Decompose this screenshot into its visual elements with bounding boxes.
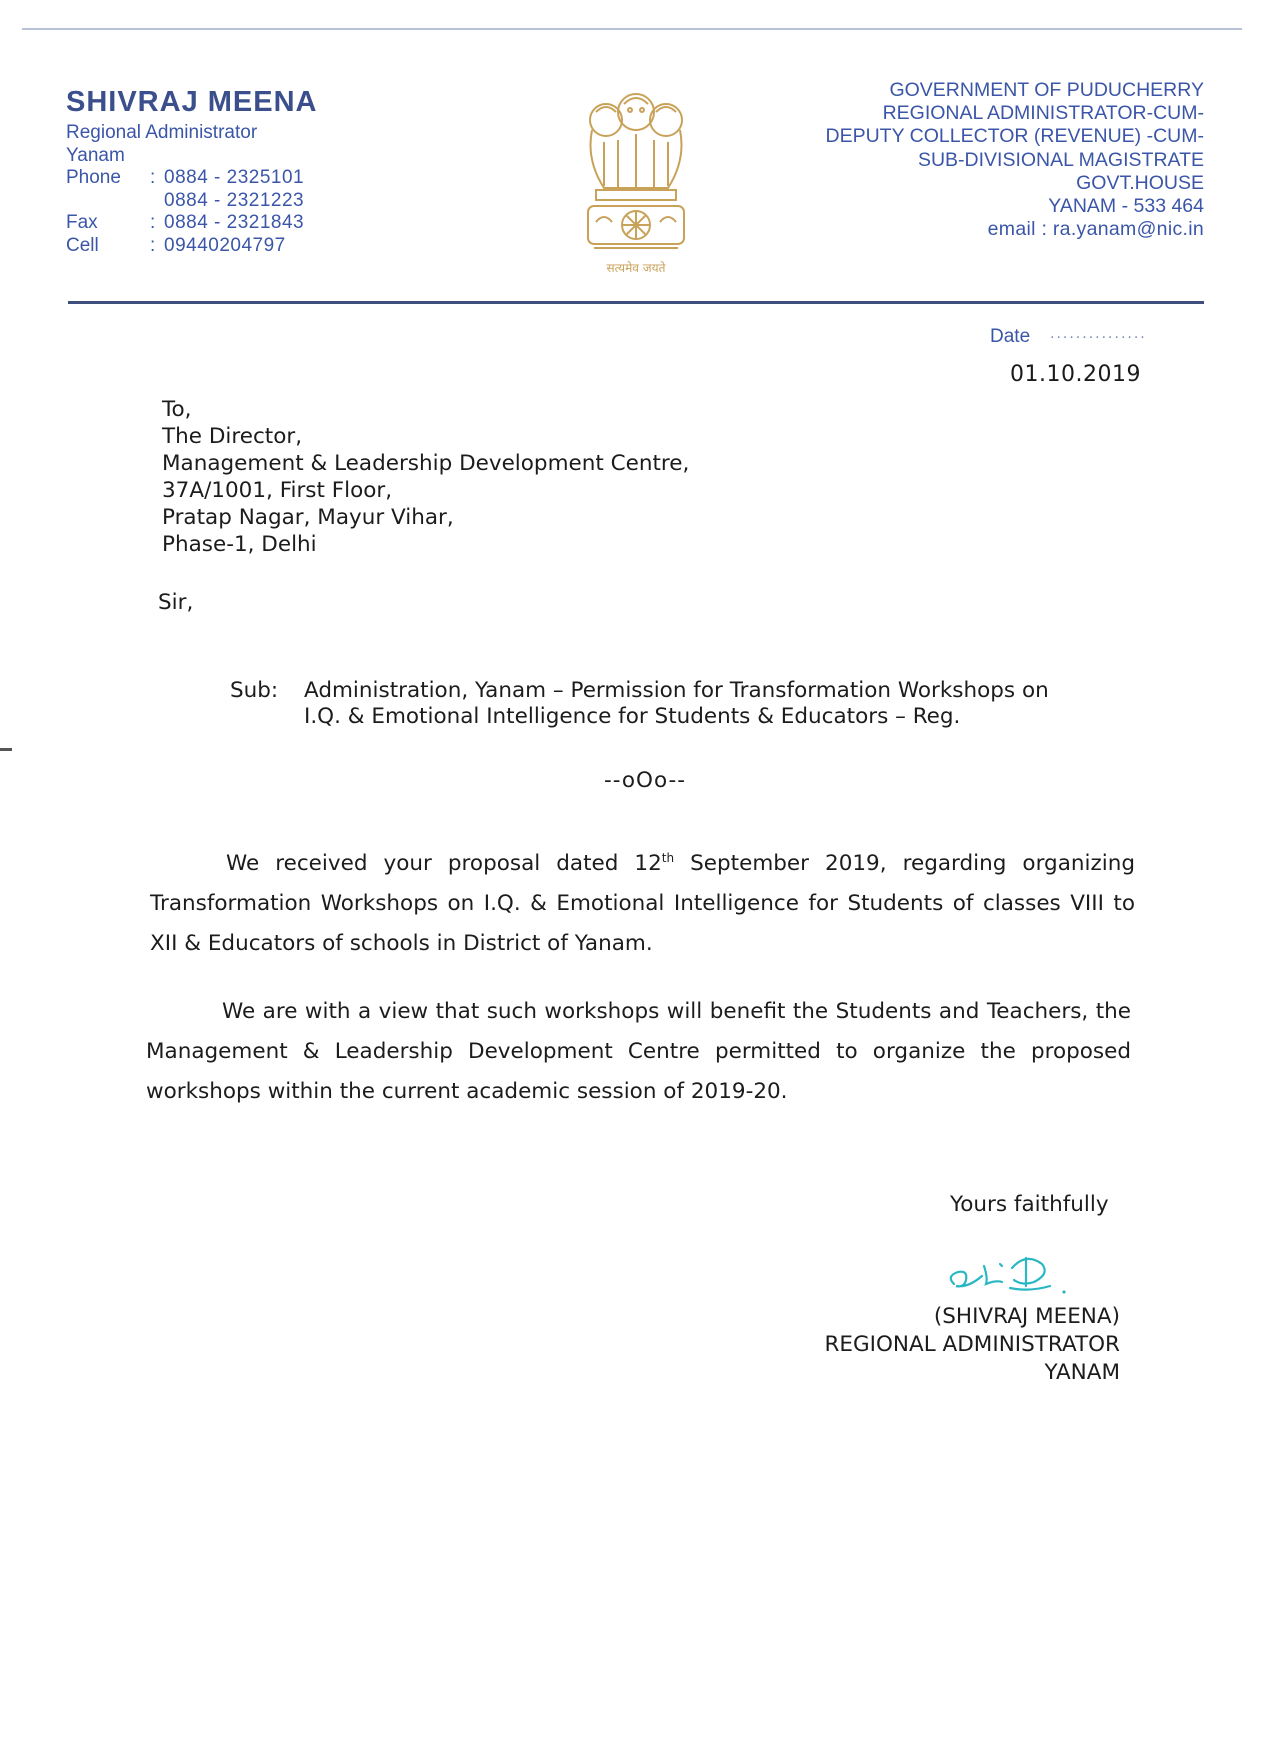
letterhead-right (700, 79, 1204, 241)
contact-value: 0884 - 2325101 (164, 167, 305, 188)
email-row (700, 218, 1204, 241)
signatory-title: REGIONAL ADMINISTRATOR (824, 1332, 1120, 1357)
body-paragraph-1 (150, 838, 1135, 964)
contact-label: Cell (66, 234, 99, 256)
date-value: 01.10.2019 (1010, 362, 1141, 387)
contact-label (66, 190, 150, 213)
officer-designation: Regional Administrator (66, 122, 258, 143)
contact-value: 0884 - 2321223 (164, 189, 305, 211)
salutation: Sir, (158, 590, 194, 615)
emblem-motto: सत्यमेव जयते (606, 261, 666, 275)
signatory-block (760, 1303, 1120, 1387)
contact-separator (150, 190, 164, 213)
email-label: email : (987, 218, 1048, 241)
subject-line-2: I.Q. & Emotional Intelligence for Students & Educators – Reg. (304, 704, 961, 729)
email-address: ra.yanam@nic.in (1052, 218, 1204, 241)
paragraph-1-rest: September 2019, regarding organizing Transformation Workshops on I.Q. & Emotional Intelligence for Students of classes VIII to XII & Educators of schools in District of Yanam. (150, 851, 1135, 957)
contact-separator: : (150, 212, 156, 233)
officer-name: SHIVRAJ MEENA (66, 86, 318, 118)
subject-label: Sub: (230, 678, 279, 703)
section-divider: --oOo-- (603, 768, 687, 793)
national-emblem-icon (574, 82, 698, 282)
contact-separator: : (150, 167, 156, 188)
office-line-4: SUB-DIVISIONAL MAGISTRATE (917, 148, 1204, 171)
office-line-3: DEPUTY COLLECTOR (REVENUE) -CUM- (825, 125, 1204, 148)
subject-text (304, 678, 1150, 730)
contact-row-fax (66, 212, 318, 235)
contact-row-cell (66, 235, 318, 258)
address-line: Management & Leadership Development Centre, (162, 451, 690, 476)
contact-label: Phone (66, 167, 121, 188)
officer-place: Yanam (66, 145, 125, 166)
contact-row-phone-2 (66, 190, 318, 213)
letterhead-divider (68, 301, 1204, 304)
body-paragraph-2: We are with a view that such workshops will benefit the Students and Teachers, the Management & Leadership Development Centre permitted to organize the proposed workshops within the current academic session of 2019-20. (146, 999, 1131, 1104)
office-line-1: GOVERNMENT OF PUDUCHERRY (889, 79, 1204, 101)
office-line-5: GOVT.HOUSE (1076, 171, 1204, 194)
page-top-rule (22, 28, 1242, 30)
letterhead-left (66, 86, 318, 257)
date-label: Date (990, 326, 1031, 347)
contact-value: 09440204797 (164, 234, 286, 256)
office-line-2: REGIONAL ADMINISTRATOR-CUM- (882, 102, 1204, 125)
recipient-address (162, 396, 689, 558)
contact-list (66, 167, 318, 257)
address-line: Phase-1, Delhi (162, 532, 317, 557)
address-line: Pratap Nagar, Mayur Vihar, (162, 505, 454, 530)
signatory-place: YANAM (1044, 1360, 1120, 1385)
subject-line-1: Administration, Yanam – Permission for Transformation Workshops on (304, 678, 1049, 703)
handwritten-signature (940, 1238, 1080, 1298)
address-line: 37A/1001, First Floor, (162, 478, 393, 503)
date-dotted-line: ............... (1050, 326, 1147, 342)
address-line: The Director, (162, 424, 303, 449)
contact-value: 0884 - 2321843 (164, 212, 305, 233)
office-line-6: YANAM - 533 464 (1048, 195, 1204, 218)
paragraph-1-start: We received your proposal dated 12 (226, 851, 662, 877)
address-line: To, (162, 397, 192, 422)
contact-row-phone (66, 167, 318, 190)
ordinal-suffix: th (661, 851, 675, 865)
contact-label: Fax (66, 212, 98, 233)
closing-phrase: Yours faithfully (950, 1192, 1109, 1217)
scan-mark (0, 748, 12, 751)
signatory-name: (SHIVRAJ MEENA) (933, 1304, 1120, 1329)
contact-separator: : (150, 234, 156, 256)
